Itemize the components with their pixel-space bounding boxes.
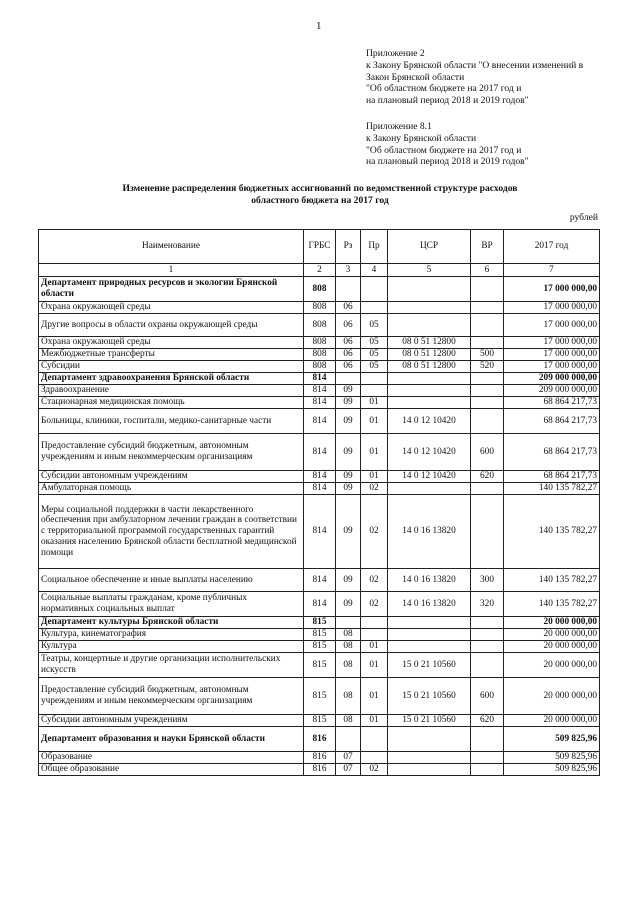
table-row <box>39 629 600 641</box>
cell-name: Охрана окружающей среды <box>39 337 304 349</box>
table-row <box>39 495 600 569</box>
document-title <box>40 183 600 207</box>
cell-vr <box>471 764 504 776</box>
cell-vr: 300 <box>471 569 504 592</box>
table-row <box>39 471 600 483</box>
cell-pr: 01 <box>361 409 388 434</box>
cell-csr <box>388 617 471 629</box>
cell-csr: 14 0 16 13820 <box>388 495 471 569</box>
column-index: 3 <box>336 264 361 277</box>
cell-amount: 17 000 000,00 <box>504 277 600 302</box>
cell-name: Меры социальной поддержки в части лекарственного обеспечения при амбулаторном лечении граждан в соответствии с территориальной программой государственных гарантий оказания населению Брянской области бесплатной медицинской помощи <box>39 495 304 569</box>
table-row <box>39 764 600 776</box>
cell-rz: 08 <box>336 629 361 641</box>
cell-rz <box>336 617 361 629</box>
cell-csr: 15 0 21 10560 <box>388 715 471 727</box>
cell-csr: 15 0 21 10560 <box>388 678 471 715</box>
cell-name: Другие вопросы в области охраны окружающей среды <box>39 314 304 337</box>
cell-name: Культура <box>39 641 304 653</box>
cell-name: Департамент природных ресурсов и экологии Брянской области <box>39 277 304 302</box>
table-row <box>39 397 600 409</box>
column-header-year: 2017 год <box>504 230 600 264</box>
cell-name: Охрана окружающей среды <box>39 302 304 314</box>
cell-rz: 09 <box>336 409 361 434</box>
column-header-rz: Рз <box>336 230 361 264</box>
cell-grbs: 814 <box>304 471 336 483</box>
cell-grbs: 808 <box>304 349 336 361</box>
cell-vr <box>471 629 504 641</box>
budget-table <box>38 229 600 776</box>
cell-vr <box>471 385 504 397</box>
cell-name: Стационарная медицинская помощь <box>39 397 304 409</box>
table-row <box>39 641 600 653</box>
cell-grbs: 814 <box>304 409 336 434</box>
cell-amount: 209 000 000,00 <box>504 373 600 385</box>
table-row <box>39 592 600 617</box>
cell-rz <box>336 277 361 302</box>
cell-pr: 01 <box>361 641 388 653</box>
cell-vr: 500 <box>471 349 504 361</box>
cell-amount: 140 135 782,27 <box>504 495 600 569</box>
cell-rz: 09 <box>336 495 361 569</box>
cell-pr: 02 <box>361 569 388 592</box>
cell-vr <box>471 617 504 629</box>
cell-amount: 17 000 000,00 <box>504 314 600 337</box>
cell-vr <box>471 373 504 385</box>
column-header-grbs: ГРБС <box>304 230 336 264</box>
cell-csr: 14 0 16 13820 <box>388 569 471 592</box>
cell-rz: 08 <box>336 678 361 715</box>
cell-amount: 20 000 000,00 <box>504 629 600 641</box>
table-row <box>39 617 600 629</box>
cell-pr <box>361 385 388 397</box>
cell-grbs: 814 <box>304 397 336 409</box>
cell-amount: 20 000 000,00 <box>504 617 600 629</box>
title-line: Изменение распределения бюджетных ассигнований по ведомственной структуре расходов <box>122 183 518 194</box>
cell-grbs: 814 <box>304 569 336 592</box>
cell-vr: 520 <box>471 361 504 373</box>
appendix-2-note <box>366 48 583 107</box>
cell-grbs: 815 <box>304 678 336 715</box>
cell-vr <box>471 483 504 495</box>
cell-name: Образование <box>39 752 304 764</box>
cell-grbs: 814 <box>304 495 336 569</box>
cell-rz: 09 <box>336 483 361 495</box>
cell-rz: 08 <box>336 715 361 727</box>
cell-rz: 06 <box>336 302 361 314</box>
currency-label: рублей <box>569 212 598 223</box>
appendix-2-line: на плановый период 2018 и 2019 годов" <box>366 95 529 107</box>
cell-vr: 600 <box>471 678 504 715</box>
cell-rz: 07 <box>336 764 361 776</box>
cell-name: Департамент образования и науки Брянской области <box>39 727 304 752</box>
cell-pr <box>361 617 388 629</box>
table-row <box>39 373 600 385</box>
cell-csr <box>388 764 471 776</box>
cell-vr <box>471 337 504 349</box>
cell-csr <box>388 483 471 495</box>
table-row <box>39 678 600 715</box>
column-header-csr: ЦСР <box>388 230 471 264</box>
cell-amount: 20 000 000,00 <box>504 715 600 727</box>
table-row <box>39 752 600 764</box>
cell-amount: 17 000 000,00 <box>504 361 600 373</box>
cell-vr <box>471 397 504 409</box>
cell-amount: 17 000 000,00 <box>504 302 600 314</box>
cell-name: Амбулаторная помощь <box>39 483 304 495</box>
column-header-vr: ВР <box>471 230 504 264</box>
cell-amount: 509 825,96 <box>504 727 600 752</box>
cell-grbs: 808 <box>304 361 336 373</box>
cell-vr <box>471 653 504 678</box>
appendix-2-line: к Закону Брянской области "О внесении изменений в <box>366 59 584 71</box>
cell-name: Больницы, клиники, госпитали, медико-санитарные части <box>39 409 304 434</box>
cell-vr <box>471 495 504 569</box>
cell-csr: 08 0 51 12800 <box>388 337 471 349</box>
cell-grbs: 815 <box>304 641 336 653</box>
table-body <box>39 277 600 776</box>
table-row <box>39 314 600 337</box>
cell-amount: 17 000 000,00 <box>504 349 600 361</box>
cell-rz <box>336 727 361 752</box>
cell-name: Культура, кинематография <box>39 629 304 641</box>
cell-rz: 09 <box>336 434 361 471</box>
table-row <box>39 653 600 678</box>
appendix-8-1-line: на плановый период 2018 и 2019 годов" <box>366 156 529 168</box>
page-number: 1 <box>316 20 322 32</box>
cell-rz: 06 <box>336 361 361 373</box>
cell-csr: 15 0 21 10560 <box>388 653 471 678</box>
table-row <box>39 277 600 302</box>
cell-rz: 09 <box>336 592 361 617</box>
appendix-8-1-line: Приложение 8.1 <box>366 121 432 132</box>
cell-amount: 509 825,96 <box>504 764 600 776</box>
cell-grbs: 814 <box>304 434 336 471</box>
cell-name: Департамент культуры Брянской области <box>39 617 304 629</box>
table-row <box>39 409 600 434</box>
cell-pr: 05 <box>361 361 388 373</box>
cell-grbs: 816 <box>304 764 336 776</box>
cell-grbs: 808 <box>304 337 336 349</box>
cell-vr <box>471 409 504 434</box>
column-index: 7 <box>504 264 600 277</box>
cell-name: Здравоохранение <box>39 385 304 397</box>
cell-csr <box>388 302 471 314</box>
cell-grbs: 814 <box>304 373 336 385</box>
appendix-8-1-line: "Об областном бюджете на 2017 год и <box>366 144 522 156</box>
cell-vr: 620 <box>471 715 504 727</box>
appendix-2-line: "Об областном бюджете на 2017 год и <box>366 83 522 95</box>
cell-amount: 209 000 000,00 <box>504 385 600 397</box>
table-row <box>39 349 600 361</box>
cell-csr <box>388 314 471 337</box>
column-index: 1 <box>39 264 304 277</box>
cell-name: Предоставление субсидий бюджетным, автономным учреждениям и иным некоммерческим организациям <box>39 434 304 471</box>
cell-csr <box>388 277 471 302</box>
cell-rz: 06 <box>336 314 361 337</box>
cell-csr <box>388 629 471 641</box>
cell-vr <box>471 302 504 314</box>
cell-name: Субсидии автономным учреждениям <box>39 471 304 483</box>
cell-pr <box>361 752 388 764</box>
table-row <box>39 385 600 397</box>
cell-grbs: 814 <box>304 592 336 617</box>
cell-grbs: 815 <box>304 653 336 678</box>
cell-amount: 140 135 782,27 <box>504 483 600 495</box>
cell-vr <box>471 277 504 302</box>
table-row <box>39 483 600 495</box>
cell-grbs: 808 <box>304 302 336 314</box>
cell-pr: 01 <box>361 715 388 727</box>
cell-rz: 09 <box>336 569 361 592</box>
column-index: 6 <box>471 264 504 277</box>
cell-rz: 07 <box>336 752 361 764</box>
cell-grbs: 808 <box>304 277 336 302</box>
table-row <box>39 569 600 592</box>
cell-csr <box>388 385 471 397</box>
appendix-2-line: Закон Брянской области <box>366 71 465 83</box>
cell-grbs: 815 <box>304 715 336 727</box>
cell-vr <box>471 752 504 764</box>
column-index: 4 <box>361 264 388 277</box>
table-row <box>39 361 600 373</box>
cell-name: Социальные выплаты гражданам, кроме публичных нормативных социальных выплат <box>39 592 304 617</box>
cell-name: Субсидии <box>39 361 304 373</box>
table-row <box>39 715 600 727</box>
cell-pr: 01 <box>361 471 388 483</box>
cell-csr <box>388 641 471 653</box>
cell-vr: 600 <box>471 434 504 471</box>
cell-vr <box>471 641 504 653</box>
cell-grbs: 816 <box>304 752 336 764</box>
cell-pr <box>361 302 388 314</box>
cell-rz: 09 <box>336 385 361 397</box>
cell-rz: 09 <box>336 471 361 483</box>
cell-rz: 09 <box>336 397 361 409</box>
cell-csr <box>388 373 471 385</box>
cell-amount: 68 864 217,73 <box>504 434 600 471</box>
cell-amount: 20 000 000,00 <box>504 641 600 653</box>
cell-amount: 140 135 782,27 <box>504 592 600 617</box>
cell-pr: 05 <box>361 314 388 337</box>
cell-pr: 02 <box>361 764 388 776</box>
cell-csr <box>388 752 471 764</box>
cell-csr: 14 0 16 13820 <box>388 592 471 617</box>
table-row <box>39 434 600 471</box>
cell-csr: 08 0 51 12800 <box>388 361 471 373</box>
cell-pr <box>361 373 388 385</box>
cell-pr: 02 <box>361 495 388 569</box>
cell-amount: 68 864 217,73 <box>504 397 600 409</box>
cell-grbs: 814 <box>304 385 336 397</box>
cell-grbs: 808 <box>304 314 336 337</box>
appendix-8-1-line: к Закону Брянской области <box>366 132 477 144</box>
cell-rz: 06 <box>336 337 361 349</box>
cell-amount: 140 135 782,27 <box>504 569 600 592</box>
cell-name: Субсидии автономным учреждениям <box>39 715 304 727</box>
cell-vr: 320 <box>471 592 504 617</box>
cell-name: Предоставление субсидий бюджетным, автономным учреждениям и иным некоммерческим организациям <box>39 678 304 715</box>
cell-pr: 05 <box>361 337 388 349</box>
column-header-pr: Пр <box>361 230 388 264</box>
cell-grbs: 814 <box>304 483 336 495</box>
cell-rz <box>336 373 361 385</box>
cell-name: Театры, концертные и другие организации исполнительских искусств <box>39 653 304 678</box>
cell-name: Общее образование <box>39 764 304 776</box>
cell-amount: 509 825,96 <box>504 752 600 764</box>
cell-amount: 20 000 000,00 <box>504 653 600 678</box>
cell-rz: 08 <box>336 641 361 653</box>
cell-name: Социальное обеспечение и иные выплаты населению <box>39 569 304 592</box>
title-line: областного бюджета на 2017 год <box>251 195 389 206</box>
cell-pr: 05 <box>361 349 388 361</box>
cell-csr: 14 0 12 10420 <box>388 409 471 434</box>
cell-pr: 02 <box>361 592 388 617</box>
table-row <box>39 727 600 752</box>
cell-csr <box>388 397 471 409</box>
cell-grbs: 816 <box>304 727 336 752</box>
cell-grbs: 815 <box>304 617 336 629</box>
cell-pr <box>361 629 388 641</box>
table-row <box>39 302 600 314</box>
cell-amount: 68 864 217,73 <box>504 471 600 483</box>
cell-pr: 01 <box>361 678 388 715</box>
cell-amount: 68 864 217,73 <box>504 409 600 434</box>
cell-vr: 620 <box>471 471 504 483</box>
cell-csr: 14 0 12 10420 <box>388 434 471 471</box>
cell-csr: 08 0 51 12800 <box>388 349 471 361</box>
cell-pr: 01 <box>361 653 388 678</box>
appendix-8-1-note <box>366 121 529 168</box>
cell-pr: 02 <box>361 483 388 495</box>
cell-pr: 01 <box>361 434 388 471</box>
cell-rz: 08 <box>336 653 361 678</box>
cell-rz: 06 <box>336 349 361 361</box>
cell-pr <box>361 727 388 752</box>
table-row <box>39 337 600 349</box>
appendix-2-line: Приложение 2 <box>366 48 425 59</box>
cell-csr: 14 0 12 10420 <box>388 471 471 483</box>
cell-name: Межбюджетные трансферты <box>39 349 304 361</box>
cell-vr <box>471 314 504 337</box>
cell-amount: 17 000 000,00 <box>504 337 600 349</box>
cell-name: Департамент здравоохранения Брянской области <box>39 373 304 385</box>
cell-csr <box>388 727 471 752</box>
column-index: 2 <box>304 264 336 277</box>
cell-grbs: 815 <box>304 629 336 641</box>
cell-amount: 20 000 000,00 <box>504 678 600 715</box>
cell-pr <box>361 277 388 302</box>
cell-pr: 01 <box>361 397 388 409</box>
column-header-name: Наименование <box>39 230 304 264</box>
cell-vr <box>471 727 504 752</box>
column-index: 5 <box>388 264 471 277</box>
